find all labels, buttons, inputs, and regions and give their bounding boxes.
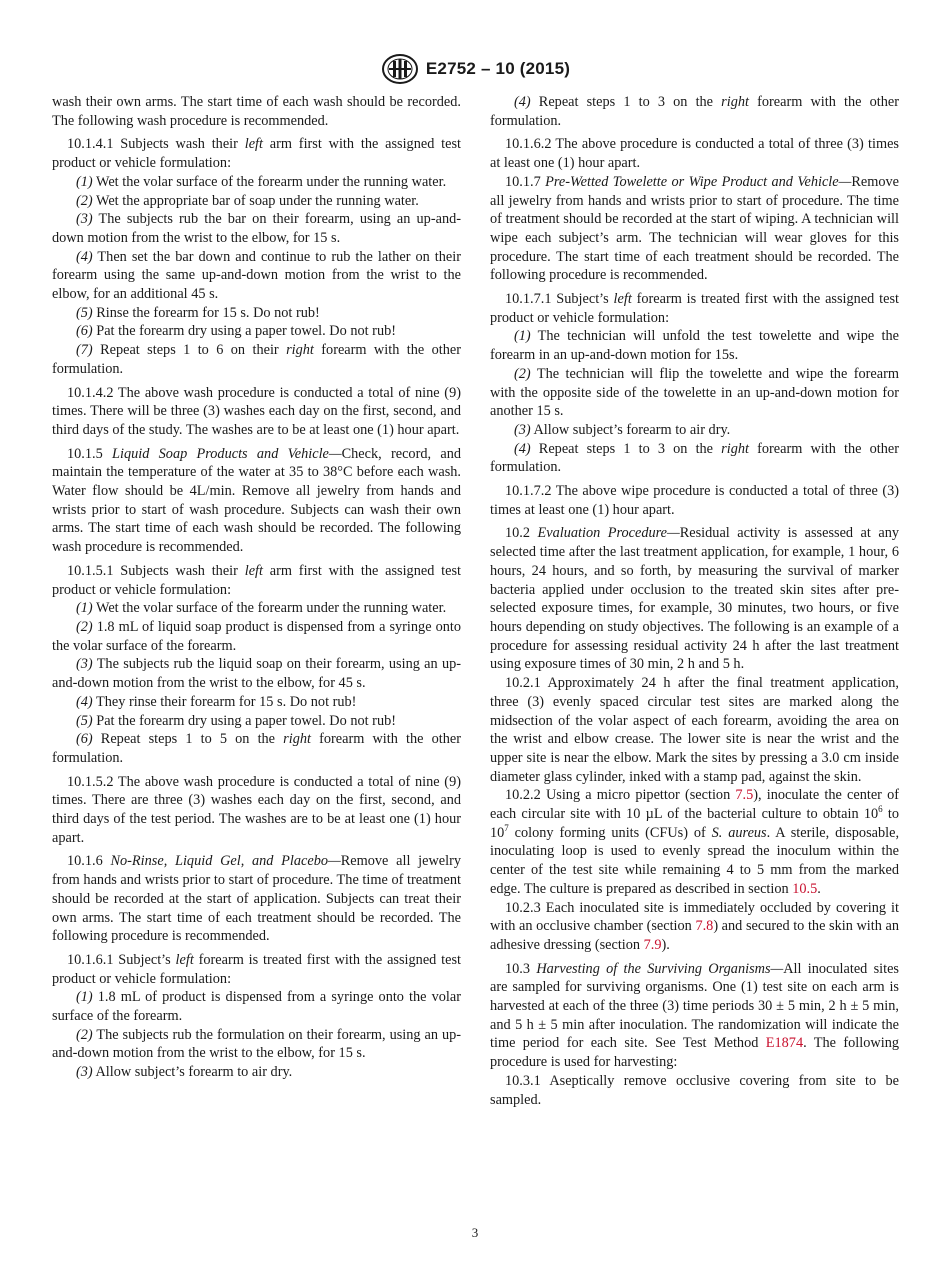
section-7-9-link[interactable]: 7.9 [643,936,662,953]
step-item: (3) The subjects rub the liquid soap on their forearm, using an up-and-down motion from the wrist to the elbow, for 45 s. [52,656,461,692]
section-10-5-link[interactable]: 10.5 [792,880,818,897]
step-item: (1) Wet the volar surface of the forearm under the running water. [76,173,447,190]
e1874-link[interactable]: E1874 [765,1035,804,1052]
section-10-1-5-1: 10.1.5.1 Subjects wash their left arm first with the assigned test product or vehicle formulation: [52,562,462,598]
step-item: (2) Wet the appropriate bar of soap under the running water. [76,192,419,209]
section-10-1-5: 10.1.5 Liquid Soap Products and Vehicle—Check, record, and maintain the temperature of the water at 35 to 38°C before each wash. Water flow should be 4L/min. Remove all jewelry from hands and wrists prior to start of wash procedure. Subjects can wash their own arms. The start time of each wash should be recorded. The following wash procedure is recommended. [52,445,461,556]
left-column [52,93,461,1082]
step-item: (1) Wet the volar surface of the forearm under the running water. [76,600,447,617]
section-10-2-1: 10.2.1 Approximately 24 h after the final treatment application, three (3) evenly spaced circular test sites are marked along the midsection of the volar aspect of each forearm, avoiding the area on the wrist and elbow crease. The lower site is near the wrist and the upper site is near the elbow. Mark the sites by pressing a 3.0 cm inside diameter glass cylinder, inked with a stamp pad, against the skin. [490,675,899,785]
section-10-1-4-1: 10.1.4.1 Subjects wash their left arm first with the assigned test product or vehicle formulation: [52,136,462,172]
step-item: (6) Repeat steps 1 to 5 on the right forearm with the other formulation. [52,731,461,766]
standard-designation: E2752 – 10 (2015) [425,59,571,78]
step-item: (5) Pat the forearm dry using a paper towel. Do not rub! [76,712,396,729]
section-10-3: 10.3 Harvesting of the Surviving Organisms—All inoculated sites are sampled for surviving organisms. One (1) test site on each arm is harvested at each of the three (3) time periods 30 ± 5 min, 2 h ± 5 min, and 5 h ± 5 min after inoculation. The randomization will indicate the time period for each site. See Test Method E1874. The following procedure is used for harvesting: [490,960,900,1071]
section-10-1-5-2: 10.1.5.2 The above wash procedure is conducted a total of nine (9) times. There are three (3) washes each day on the first, second, and third days of the test period. The washes are to be at least one (1) hour apart. [52,773,461,846]
step-item: (1) The technician will unfold the test towelette and wipe the forearm in an up-and-down motion for 15s. [490,328,899,364]
section-10-1-7: 10.1.7 Pre-Wetted Towelette or Wipe Product and Vehicle—Remove all jewelry from hands and wrists prior to start of procedure. The time of treatment should be recorded at the start of wiping. A technician will wipe each subject’s arm. The technician will wear gloves for this procedure. The start time of each treatment should be recorded. The following procedure is recommended. [490,173,899,284]
section-10-2-2: 10.2.2 Using a micro pipettor (section 7.5), inoculate the center of each circular site with 10 µL of the bacterial culture to obtain $10^6$ to $10^7$ colony forming units (CFUs) of S. aureus. A sterile, disposable, inoculating loop is used to evenly spread the inoculum within the center of the test site while remaining 4 to 5 mm from the marked edge. The culture is prepared as described in section 10.5. [490,787,900,897]
paragraph: wash their own arms. The start time of each wash should be recorded. The following wash procedure is recommended. [52,94,461,129]
step-item: (4) They rinse their forearm for 15 s. Do not rub! [76,693,357,710]
step-item: (4) Repeat steps 1 to 3 on the right forearm with the other formulation. [490,94,899,129]
astm-logo-icon [380,52,420,86]
step-item: (2) 1.8 mL of liquid soap product is dispensed from a syringe onto the volar surface of the forearm. [52,618,461,654]
step-item: (5) Rinse the forearm for 15 s. Do not rub! [76,304,320,321]
section-10-3-1: 10.3.1 Aseptically remove occlusive covering from site to be sampled. [490,1072,899,1108]
section-10-1-4-2: 10.1.4.2 The above wash procedure is conducted a total of nine (9) times. There will be three (3) washes each day on the first, second, and third days of the study. The washes are to be at least one (1) hour apart. [52,384,461,438]
section-10-1-6: 10.1.6 No-Rinse, Liquid Gel, and Placebo—Remove all jewelry from hands and wrists prior to start of procedure. The time of treatment should be recorded at the start of application. Subjects can treat their own arms. The start time of each treatment should be recorded. The following procedure is recommended. [52,853,462,945]
step-item: (4) Repeat steps 1 to 3 on the right forearm with the other formulation. [490,440,899,476]
page-number: 3 [471,1225,479,1240]
step-item: (7) Repeat steps 1 to 6 on their right forearm with the other formulation. [52,342,461,377]
section-10-2: 10.2 Evaluation Procedure—Residual activity is assessed at any selected time after the last treatment application, for example, 1 hour, 6 hours, 24 hours, and so forth, by measuring the survival of marker bacteria applied under occlusion to the treated skin sites after pre-selected exposure times, for example, 30 minutes, two hours, or five hours depending on study objectives. The following is an example of a procedure for assessing residual activity 24 h after the last treatment using exposure times of 30 min, 2 h and 5 h. [490,525,899,673]
section-10-1-7-1: 10.1.7.1 Subject’s left forearm is treated first with the assigned test product or vehicle formulation: [490,291,899,326]
section-7-8-link[interactable]: 7.8 [695,918,714,935]
step-item: (2) The subjects rub the formulation on their forearm, using an up-and-down motion from the wrist to the elbow, for 15 s. [52,1026,461,1062]
section-10-1-6-1: 10.1.6.1 Subject’s left forearm is treated first with the assigned test product or vehicle formulation: [52,951,461,987]
page-header [0,52,950,91]
section-10-1-7-2: 10.1.7.2 The above wipe procedure is conducted a total of three (3) times at least one (1) hour apart. [490,483,899,518]
section-7-5-link[interactable]: 7.5 [735,787,754,804]
step-item: (2) The technician will flip the towelette and wipe the forearm with the opposite side of the towelette in an up-and-down motion for another 15 s. [490,365,899,420]
right-column [490,93,899,1109]
section-10-2-3: 10.2.3 Each inoculated site is immediately occluded by covering it with an occlusive chamber (section 7.8) and secured to the skin with an adhesive dressing (section 7.9). [490,899,899,953]
step-item: (3) Allow subject’s forearm to air dry. [514,421,731,438]
step-item: (3) The subjects rub the bar on their forearm, using an up-and-down motion from the wrist to the elbow, for 15 s. [52,211,461,246]
section-10-1-6-2: 10.1.6.2 The above procedure is conducted a total of three (3) times at least one (1) hour apart. [490,136,899,172]
step-item: (3) Allow subject’s forearm to air dry. [76,1064,293,1081]
step-item: (6) Pat the forearm dry using a paper towel. Do not rub! [76,323,396,340]
step-item: (1) 1.8 mL of product is dispensed from a syringe onto the volar surface of the forearm. [52,989,461,1025]
step-item: (4) Then set the bar down and continue to rub the lather on their forearm using the same up-and-down motion from the wrist to the elbow, for an additional 45 s. [52,248,461,303]
